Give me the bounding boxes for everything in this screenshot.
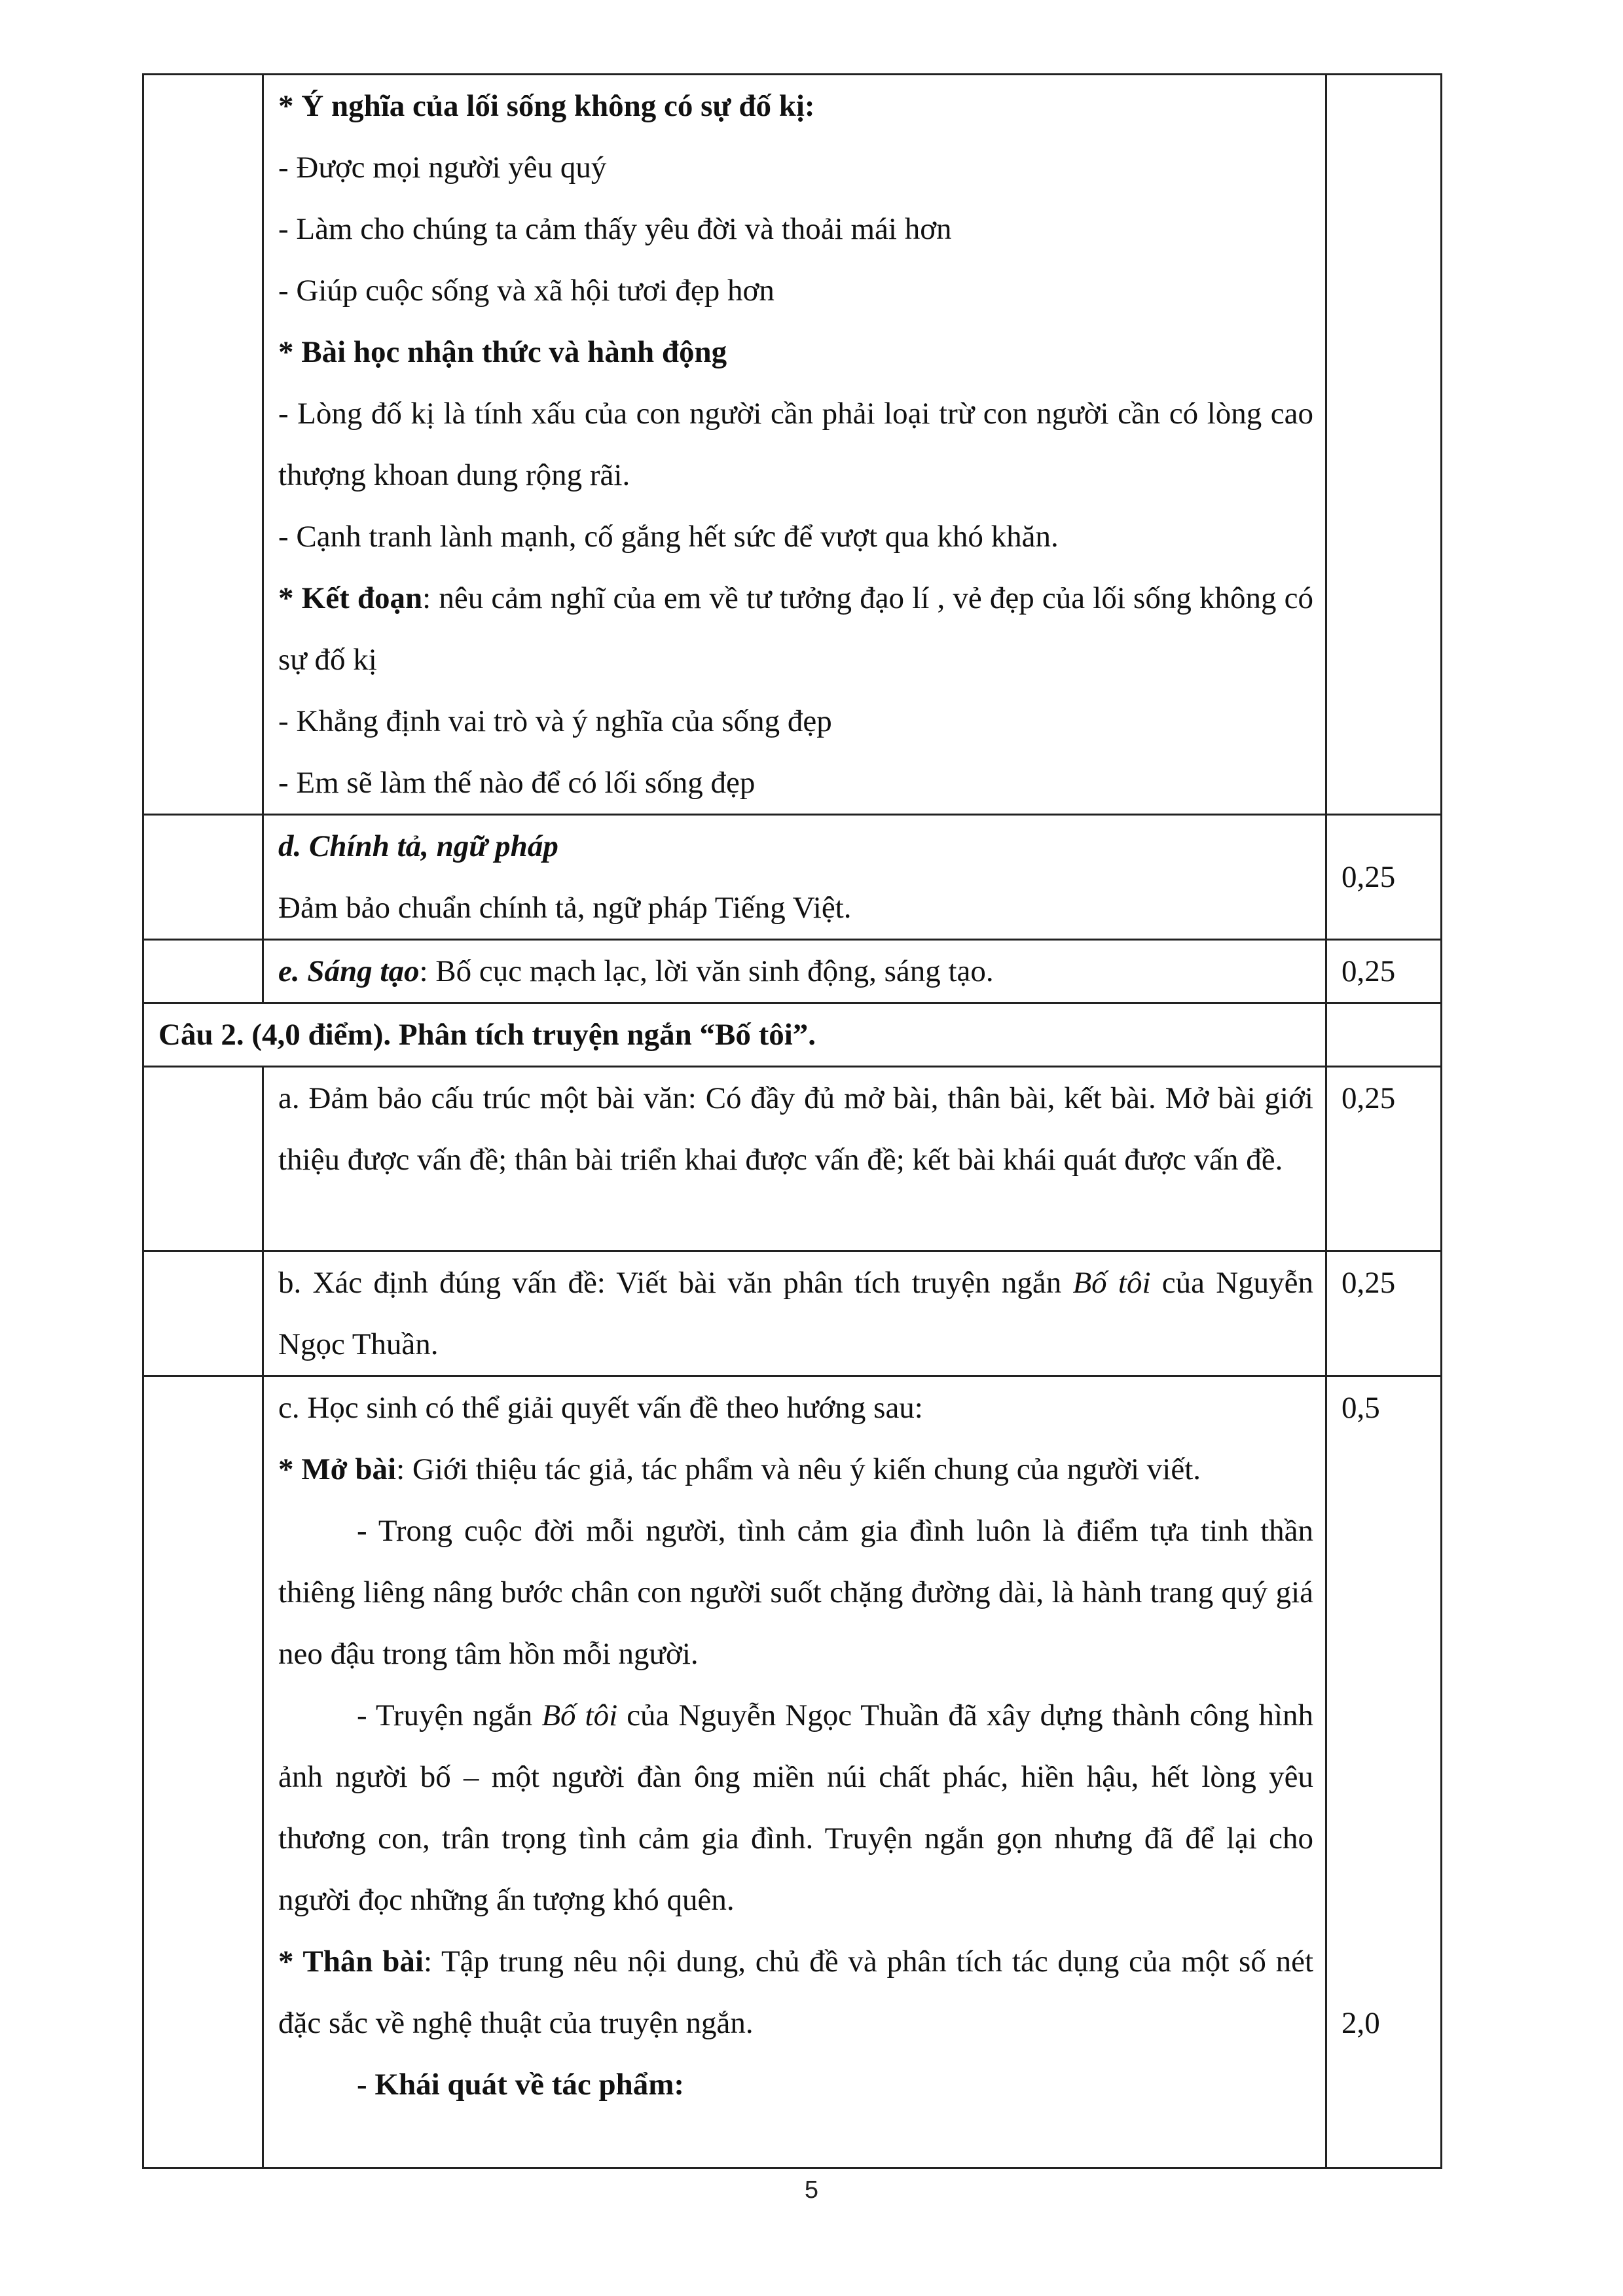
content-cell [263, 815, 1326, 940]
row-b-paragraph [278, 1252, 1313, 1375]
mo-bai-paragraph [278, 1439, 1313, 1500]
score-cell [1326, 815, 1442, 940]
content-cell [263, 1067, 1326, 1251]
content-cell [263, 1376, 1326, 2168]
score-cell [1326, 75, 1442, 815]
mo-bai-text: : Giới thiệu tác giả, tác phẩm và nêu ý kiến chung của người viết. [396, 1452, 1201, 1486]
row-b-text-end: của Nguyễn Ngọc Thuần. [278, 1266, 1314, 1361]
row-c-intro: c. Học sinh có thể giải quyết vấn đề theo hướng sau: [278, 1391, 923, 1425]
lesson-item: - Lòng đố kị là tính xấu của con người cần phải loại trừ con người cần có lòng cao thượng khoan dung rộng rãi. [278, 397, 1313, 492]
meaning-title: * Ý nghĩa của lối sống không có sự đố kị: [278, 89, 815, 123]
lesson-title: * Bài học nhận thức và hành động [278, 335, 727, 369]
para2-start: - Truyện ngắn [357, 1698, 542, 1732]
table-row-e [143, 940, 1442, 1003]
row-e-text: : Bố cục mạch lạc, lời văn sinh động, sáng tạo. [419, 954, 994, 988]
row-b-score: 0,25 [1341, 1266, 1396, 1300]
table-row-b [143, 1251, 1442, 1376]
intro-paragraph-1: - Trong cuộc đời mỗi người, tình cảm gia đình luôn là điểm tựa tinh thần thiêng liêng nâng bước chân con người suốt chặng đường dài, là hành trang quý giá neo đậu trong tâm hồn mỗi người. [278, 1514, 1313, 1671]
row-d-text: Đảm bảo chuẩn chính tả, ngữ pháp Tiếng Việt. [278, 891, 852, 925]
row-b-text: b. Xác định đúng vấn đề: Viết bài văn phân tích truyện ngắn [278, 1266, 1073, 1300]
row-c-score-top: 0,5 [1341, 1391, 1380, 1425]
lesson-item: - Cạnh tranh lành mạnh, cố gắng hết sức để vượt qua khó khăn. [278, 520, 1059, 554]
content-cell [263, 940, 1326, 1003]
mo-bai-label: * Mở bài [278, 1452, 397, 1486]
score-cell [1326, 940, 1442, 1003]
meaning-item: - Được mọi người yêu quý [278, 151, 607, 185]
question2-header: Câu 2. (4,0 điểm). Phân tích truyện ngắn “Bố tôi”. [158, 1018, 816, 1052]
empty-cell [143, 1251, 263, 1376]
conclusion-paragraph [278, 567, 1313, 691]
empty-cell [143, 1376, 263, 2168]
work-title: Bố tôi [541, 1698, 618, 1732]
row-d-score: 0,25 [1341, 860, 1396, 894]
score-cell [1326, 1251, 1442, 1376]
than-bai-label: * Thân bài [278, 1945, 424, 1979]
overview-heading: - Khái quát về tác phẩm: [357, 2068, 685, 2102]
score-cell [1326, 1376, 1442, 2168]
score-cell [1326, 1003, 1442, 1067]
table-row-question2-header [143, 1003, 1442, 1067]
page-number: 5 [804, 2176, 819, 2204]
than-bai-paragraph [278, 1931, 1313, 2054]
meaning-item: - Làm cho chúng ta cảm thấy yêu đời và thoải mái hơn [278, 212, 952, 246]
question-header-cell [143, 1003, 1326, 1067]
conclusion-item: - Em sẽ làm thế nào để có lối sống đẹp [278, 766, 756, 800]
empty-cell [143, 815, 263, 940]
work-title: Bố tôi [1072, 1266, 1151, 1300]
row-a-score: 0,25 [1341, 1081, 1396, 1115]
row-a-text: a. Đảm bảo cấu trúc một bài văn: Có đầy đủ mở bài, thân bài, kết bài. Mở bài giới thiệu được vấn đề; thân bài triển khai được vấn đề; kết bài khái quát được vấn đề. [278, 1081, 1313, 1177]
conclusion-text: : nêu cảm nghĩ của em về tư tưởng đạo lí , vẻ đẹp của lối sống không có sự đố kị [278, 581, 1313, 677]
table-row-c [143, 1376, 1442, 2168]
empty-cell [143, 75, 263, 815]
than-bai-text: : Tập trung nêu nội dung, chủ đề và phân tích tác dụng của một số nét đặc sắc về nghệ thuật của truyện ngắn. [278, 1945, 1314, 2040]
content-cell [263, 75, 1326, 815]
grading-table [142, 73, 1442, 2169]
table-row-section1 [143, 75, 1442, 815]
score-cell [1326, 1067, 1442, 1251]
table-row-a [143, 1067, 1442, 1251]
row-e-score: 0,25 [1341, 954, 1396, 988]
table-row-d [143, 815, 1442, 940]
row-c-score-body: 2,0 [1341, 2006, 1380, 2040]
meaning-item: - Giúp cuộc sống và xã hội tươi đẹp hơn [278, 274, 775, 308]
conclusion-item: - Khẳng định vai trò và ý nghĩa của sống đẹp [278, 704, 832, 738]
empty-cell [143, 940, 263, 1003]
row-e-label: e. Sáng tạo [278, 954, 420, 988]
row-d-title: d. Chính tả, ngữ pháp [278, 829, 558, 863]
intro-paragraph-2 [278, 1685, 1313, 1931]
conclusion-label: * Kết đoạn [278, 581, 423, 615]
empty-cell [143, 1067, 263, 1251]
row-e-paragraph [278, 941, 1313, 1002]
content-cell [263, 1251, 1326, 1376]
para2-end: của Nguyễn Ngọc Thuần đã xây dựng thành công hình ảnh người bố – một người đàn ông miền núi chất phác, hiền hậu, hết lòng yêu thương con, trân trọng tình cảm gia đình. Truyện ngắn gọn nhưng đã để lại cho người đọc những ấn tượng khó quên. [278, 1698, 1313, 1917]
